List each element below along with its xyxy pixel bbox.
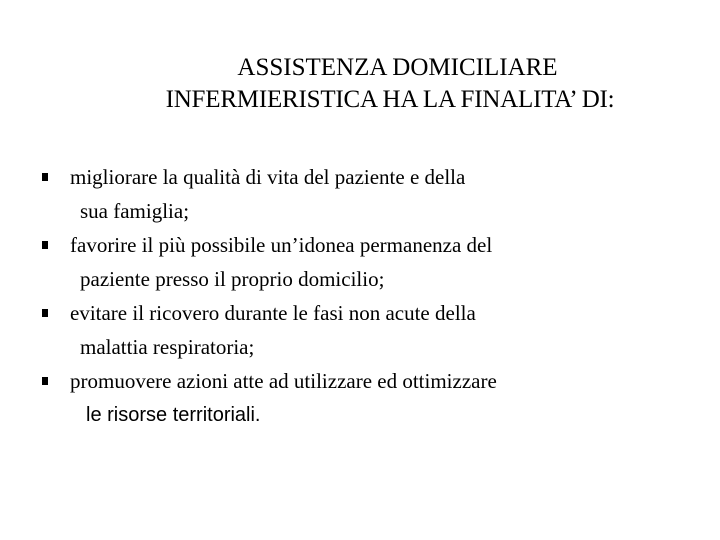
bullet-text-line: favorire il più possibile un’idonea permanenza del [70,233,493,257]
bullet-text-continuation: paziente presso il proprio domicilio; [80,267,385,291]
title-line-2: INFERMIERISTICA HA LA FINALITA’ DI: [165,86,615,113]
slide-title [60,52,660,116]
bullet-text-continuation: le risorse territoriali. [86,404,261,426]
bullet-item-1 [40,160,660,228]
bullet-item-4 [40,364,660,432]
square-bullet-icon [42,309,48,317]
square-bullet-icon [42,241,48,249]
bullet-text-line: evitare il ricovero durante le fasi non acute della [70,301,476,325]
title-line-1: ASSISTENZA DOMICILIARE [237,54,558,81]
bullet-item-2 [40,228,660,296]
bullet-list [40,160,660,432]
bullet-text-line: migliorare la qualità di vita del paziente e della [70,165,466,189]
square-bullet-icon [42,173,48,181]
bullet-text-continuation: sua famiglia; [80,199,190,223]
bullet-item-3 [40,296,660,364]
bullet-text-line: promuovere azioni atte ad utilizzare ed ottimizzare [70,369,497,393]
bullet-text-continuation: malattia respiratoria; [80,335,255,359]
square-bullet-icon [42,377,48,385]
